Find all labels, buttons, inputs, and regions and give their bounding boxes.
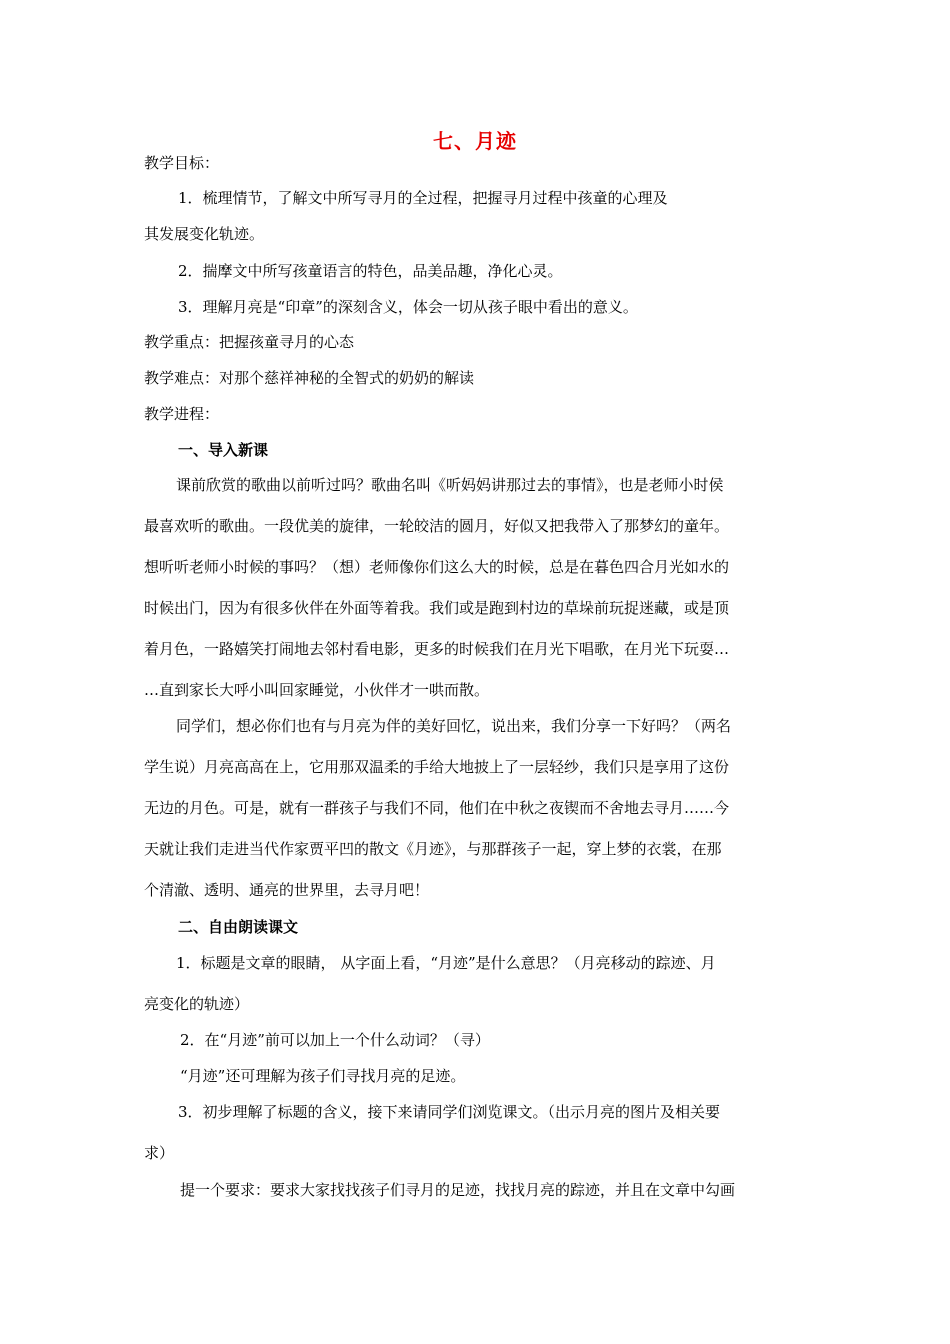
objective-item-3: 3．理解月亮是“印章”的深刻含义，体会一切从孩子眼中看出的意义。 bbox=[178, 298, 638, 316]
section-heading-reading: 二、自由朗读课文 bbox=[178, 918, 299, 936]
process-label: 教学进程： bbox=[144, 405, 220, 423]
question-1: 1．标题是文章的眼睛， 从字面上看，“月迹”是什么意思？（月亮移动的踪迹、月 bbox=[176, 954, 716, 972]
question-3: 3．初步理解了标题的含义，接下来请同学们浏览课文。（出示月亮的图片及相关要 bbox=[178, 1103, 721, 1121]
objective-item-1: 1．梳理情节，了解文中所写寻月的全过程，把握寻月过程中孩童的心理及 bbox=[178, 189, 668, 207]
question-2: 2．在“月迹”前可以加上一个什么动词？（寻） bbox=[180, 1031, 490, 1049]
objective-item-2: 2．揣摩文中所写孩童语言的特色，品美品趣，净化心灵。 bbox=[178, 262, 563, 280]
requirement-line: 提一个要求：要求大家找找孩子们寻月的足迹，找找月亮的踪迹，并且在文章中勾画 bbox=[180, 1181, 736, 1199]
paragraph-line: 最喜欢听的歌曲。一段优美的旋律，一轮皎洁的圆月，好似又把我带入了那梦幻的童年。 bbox=[144, 517, 730, 535]
page-title: 七、月迹 bbox=[433, 129, 517, 153]
key-point: 教学重点：把握孩童寻月的心态 bbox=[144, 333, 355, 351]
paragraph-line: 无边的月色。可是，就有一群孩子与我们不同，他们在中秋之夜锲而不舍地去寻月……今 bbox=[144, 799, 730, 817]
paragraph-line: 学生说）月亮高高在上，它用那双温柔的手给大地披上了一层轻纱，我们只是享用了这份 bbox=[144, 758, 730, 776]
paragraph-line: 天就让我们走进当代作家贾平凹的散文《月迹》，与那群孩子一起，穿上梦的衣裳，在那 bbox=[144, 840, 722, 858]
paragraph-line: …直到家长大呼小叫回家睡觉，小伙伴才一哄而散。 bbox=[144, 681, 490, 699]
paragraph-line: 时候出门，因为有很多伙伴在外面等着我。我们或是跑到村边的草垛前玩捉迷藏，或是顶 bbox=[144, 599, 730, 617]
section-heading-intro: 一、导入新课 bbox=[178, 441, 269, 459]
paragraph-line: 课前欣赏的歌曲以前听过吗？歌曲名叫《听妈妈讲那过去的事情》，也是老师小时侯 bbox=[176, 476, 724, 494]
paragraph-line: 着月色，一路嬉笑打闹地去邻村看电影，更多的时候我们在月光下唱歌，在月光下玩耍… bbox=[144, 640, 730, 658]
objective-item-1-cont: 其发展变化轨迹。 bbox=[144, 225, 265, 243]
paragraph-line: 想听听老师小时候的事吗？（想）老师像你们这么大的时候，总是在暮色四合月光如水的 bbox=[144, 558, 730, 576]
question-2-note: “月迹”还可理解为孩子们寻找月亮的足迹。 bbox=[180, 1067, 466, 1085]
objectives-label: 教学目标： bbox=[144, 154, 220, 172]
question-1-cont: 亮变化的轨迹） bbox=[144, 995, 250, 1013]
question-3-cont: 求） bbox=[144, 1144, 175, 1162]
paragraph-line: 同学们，想必你们也有与月亮为伴的美好回忆，说出来，我们分享一下好吗？（两名 bbox=[176, 717, 732, 735]
difficult-point: 教学难点：对那个慈祥神秘的全智式的奶奶的解读 bbox=[144, 369, 475, 387]
paragraph-line: 个清澈、透明、通亮的世界里，去寻月吧！ bbox=[144, 881, 430, 899]
